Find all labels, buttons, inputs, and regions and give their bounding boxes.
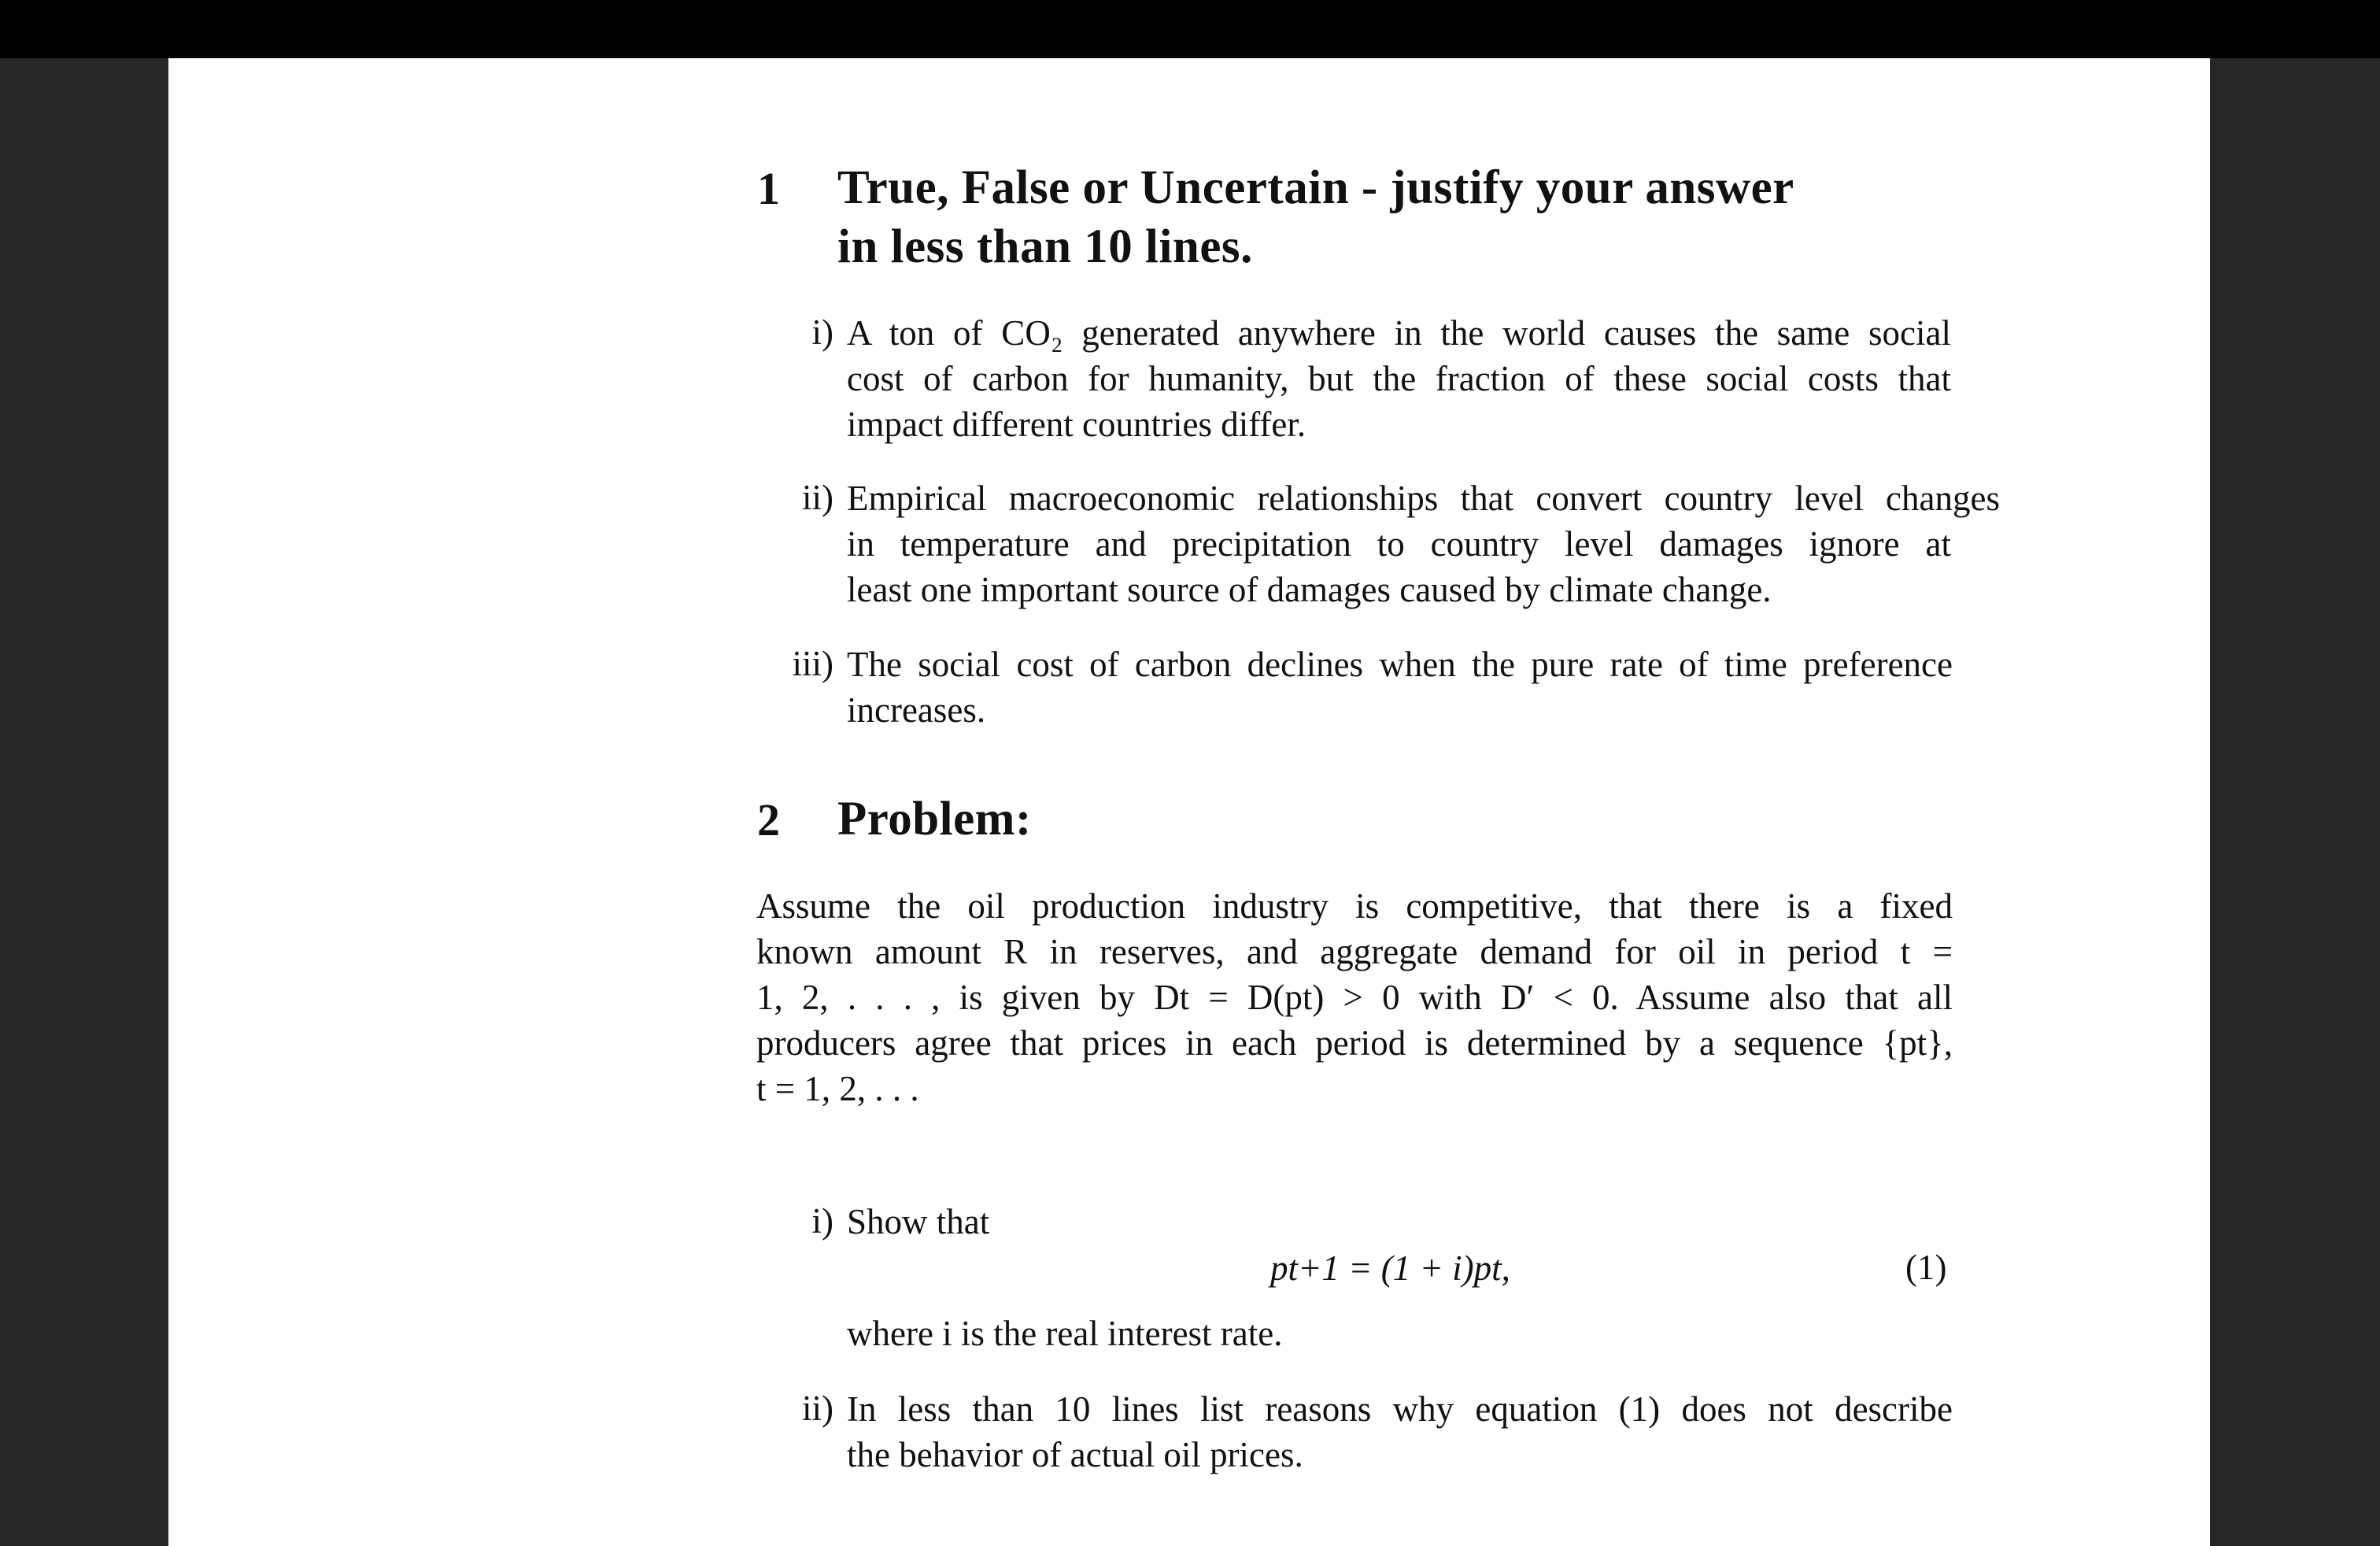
section-1-number: 1 [757, 163, 780, 214]
s1-item-ii-line2: in temperature and precipitation to country level damages ignore at [847, 524, 1951, 564]
s1-item-ii-text [847, 475, 2000, 521]
s2-intro-paragraph [756, 883, 1953, 1111]
s2-intro-line3: 1, 2, . . . , is given by Dt = D(pt) > 0 with D′ < 0. Assume also that all [756, 978, 1953, 1017]
s2-item-i-after: where i is the real interest rate. [847, 1314, 1283, 1353]
section-1-title-line1: True, False or Uncertain - justify your answer [837, 161, 1794, 214]
s1-item-iii-line2: increases. [847, 690, 986, 730]
s1-item-i-text [847, 310, 1951, 447]
section-2-number: 2 [757, 794, 780, 845]
s2-item-ii-line1: In less than 10 lines list reasons why equation (1) does not describe [847, 1389, 1953, 1429]
top-black-bar [0, 0, 2380, 58]
document-page [168, 58, 2210, 1546]
s1-item-ii-line1: Empirical macroeconomic relationships that convert country level changes [847, 479, 2000, 518]
s2-intro-line1: Assume the oil production industry is competitive, that there is a fixed [756, 886, 1953, 926]
s2-equation-number: (1) [1905, 1248, 1947, 1287]
s2-intro-line4: producers agree that prices in each period is determined by a sequence {pt}, [756, 1023, 1953, 1063]
s1-item-iii-text [847, 642, 1953, 733]
s1-item-ii-label: ii) [802, 478, 833, 517]
s2-item-i-text: Show that [847, 1202, 990, 1241]
s1-item-i-label: i) [811, 313, 833, 352]
s2-intro-line2: known amount R in reserves, and aggregate demand for oil in period t = [756, 932, 1953, 971]
s2-item-ii-text [847, 1386, 1953, 1478]
s2-intro-line5: t = 1, 2, . . . [756, 1069, 919, 1108]
s1-item-i-line2: cost of carbon for humanity, but the fraction of these social costs that [847, 359, 1951, 398]
s2-equation: pt+1 = (1 + i)pt, [1270, 1248, 1510, 1288]
s1-item-i-line1: A ton of CO₂ generated anywhere in the world causes the same social [847, 313, 1951, 353]
s2-item-ii-line2: the behavior of actual oil prices. [847, 1435, 1303, 1474]
s1-item-iii-line1: The social cost of carbon declines when the pure rate of time preference [847, 645, 1953, 684]
s1-item-i-line3: impact different countries differ. [847, 405, 1306, 444]
s1-item-ii-line3: least one important source of damages caused by climate change. [847, 570, 1772, 609]
s2-item-i-label: i) [811, 1201, 833, 1241]
s1-item-ii-text-cont [847, 521, 1951, 612]
section-2-title: Problem: [837, 793, 1032, 845]
section-1-title-line2: in less than 10 lines. [837, 220, 1253, 273]
s2-item-ii-label: ii) [802, 1389, 833, 1428]
s1-item-iii-label: iii) [792, 644, 833, 683]
